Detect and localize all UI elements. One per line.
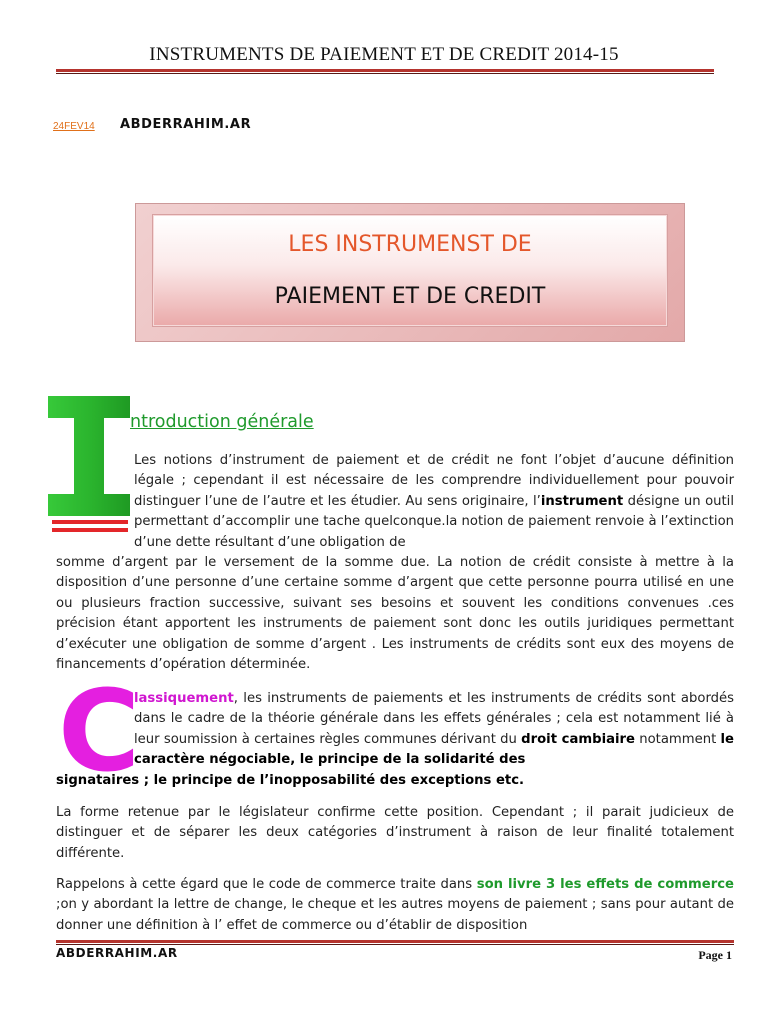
paragraph-code-commerce: Rappelons à cette égard que le code de commerce traite dans son livre 3 les effets de commerce ;on y abordant la lettre de change, le cheque et les autres moyens de paiement ; sans pour autant de donner une définition à l’ effet de commerce ou d’établir de disposition — [56, 877, 734, 933]
footer-rule-thin — [56, 944, 734, 945]
section-heading-introduction: ntroduction générale — [130, 412, 314, 432]
intro-paragraph: Les notions d’instrument de paiement et de crédit ne font l’objet d’aucune définition légale ; cependant il est nécessaire de les comprendre individuellement pour pouvoir distinguer l’une de l’autre et les étudier. Au sens originaire, l’instrument désigne un outil permettant d’accomplir une tache quelconque.la notion de paiement renvoie à l’extinction d’une dette résultant d’une obligation de — [134, 453, 734, 550]
paragraph-legislateur: La forme retenue par le législateur confirme cette position. Cependant ; il parait judicieux de distinguer et de séparer les deux catégories d’instrument à raison de leur finalité totalement différente. — [56, 805, 734, 861]
red-bars-decoration — [52, 520, 128, 536]
header-rule — [56, 69, 714, 72]
title-line-1: LES INSTRUMENST DE — [288, 232, 532, 257]
drop-cap-c — [58, 682, 142, 778]
title-box — [152, 214, 668, 327]
classic-paragraph-continued: signataires ; le principe de l’inopposabilité des exceptions etc. — [56, 773, 525, 788]
footer-author: ABDERRAHIM.AR — [56, 946, 178, 960]
document-header-title: INSTRUMENTS DE PAIEMENT ET DE CREDIT 2014-15 — [149, 44, 619, 65]
header-rule-thin — [56, 73, 714, 74]
footer-rule — [56, 940, 734, 943]
page-number: Page 1 — [698, 948, 732, 962]
intro-paragraph-continued: somme d’argent par le versement de la somme due. La notion de crédit consiste à mettre à la disposition d’une personne d’une certaine somme d’argent que cette personne pourra utilisé en une ou plusieurs fraction successive, suivant ses besoins et souvent les conditions convenues .ces précision étant apportent les instruments de paiement sont donc les outils juridiques permettant d’exécuter une obligation de somme d’argent . Les instruments de crédits sont eux des moyens de financements d’opération déterminée. — [56, 555, 734, 673]
svg-text:C: C — [58, 682, 141, 778]
drop-cap-i — [44, 396, 140, 516]
date-tag: 24FEV14 — [53, 121, 95, 132]
title-line-2: PAIEMENT ET DE CREDIT — [274, 284, 546, 309]
author-name: ABDERRAHIM.AR — [120, 117, 252, 132]
classic-paragraph: lassiquement, les instruments de paiements et les instruments de crédits sont abordés dans le cadre de la théorie générale dans les effets générales ; cela est notamment lié à leur soumission à certaines règles communes dérivant du droit cambiaire notamment le caractère négociable, le principe de la solidarité des — [134, 691, 734, 768]
